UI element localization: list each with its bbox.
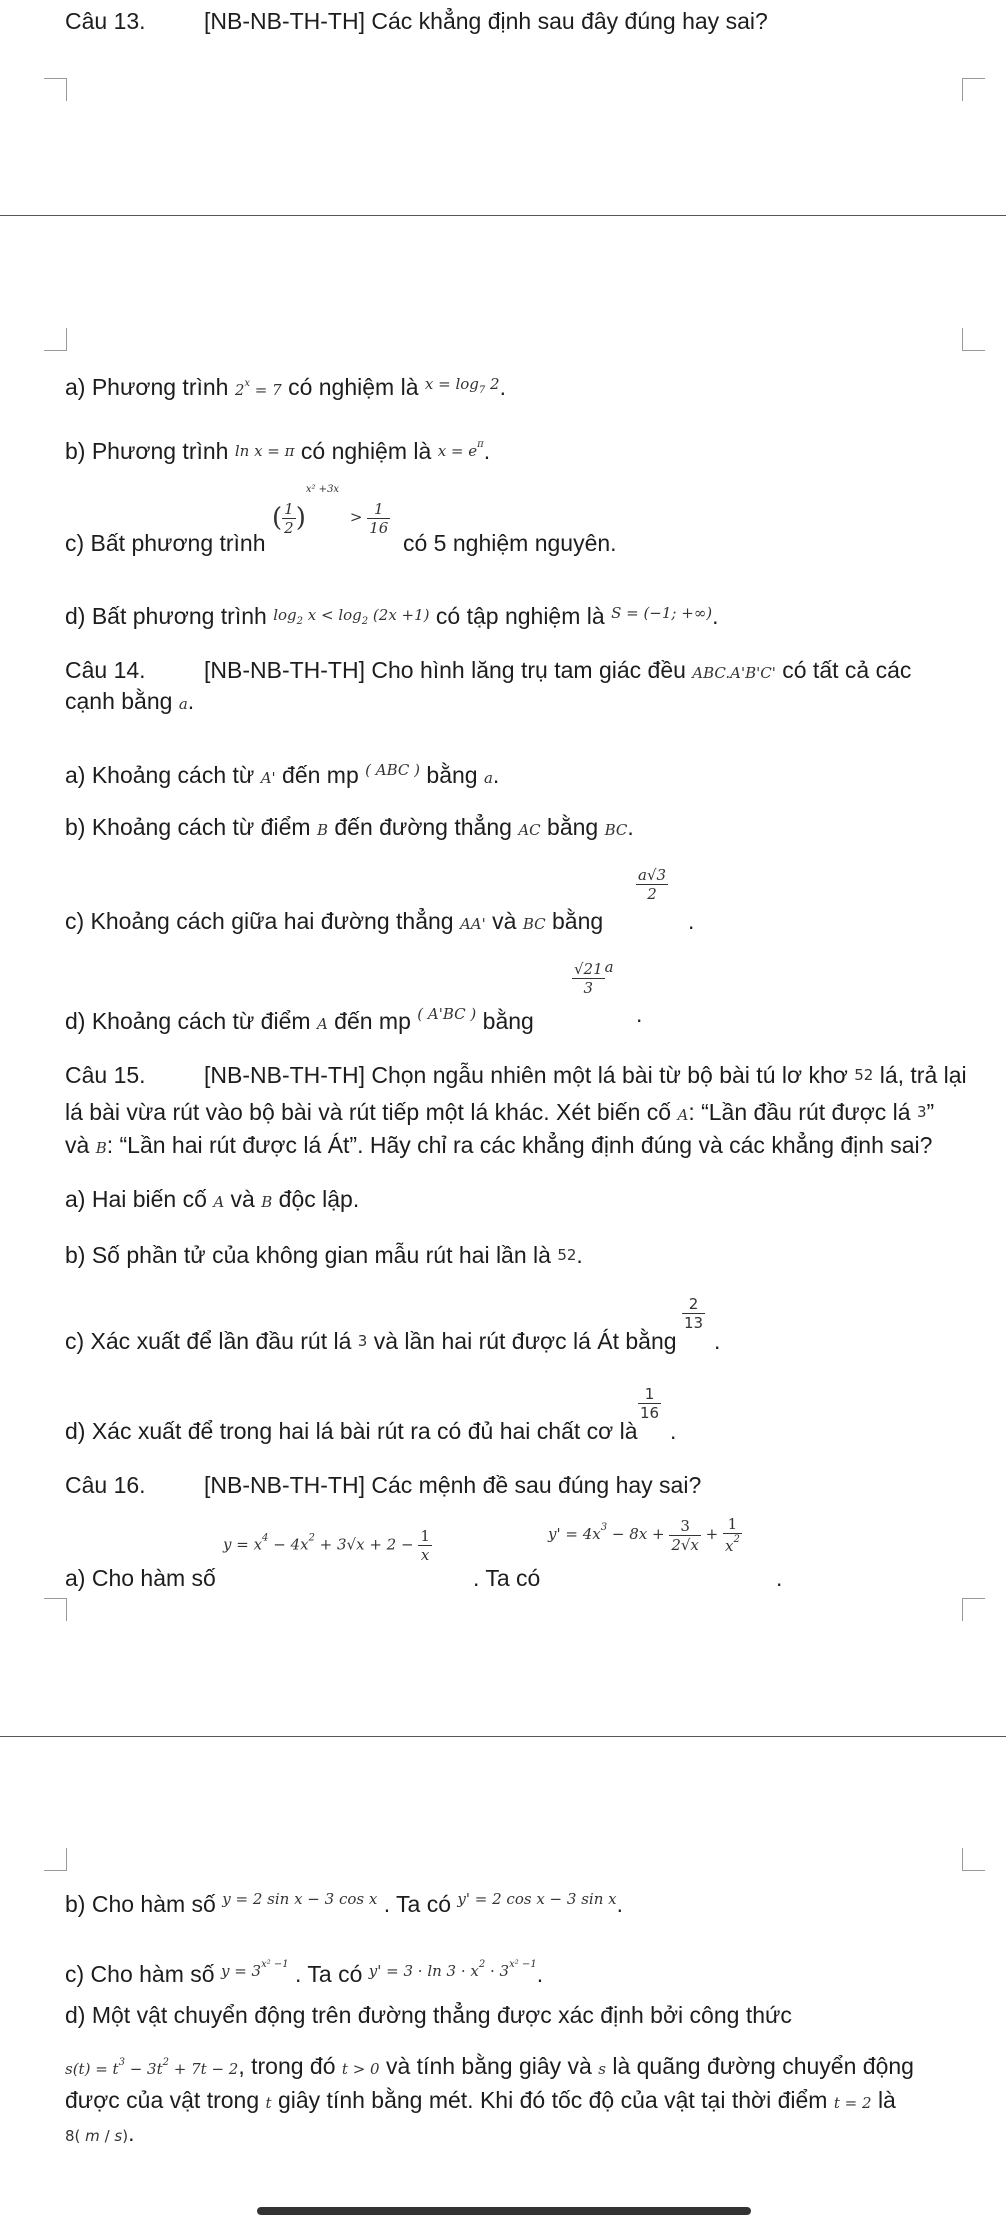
q16-label: Câu 16.: [65, 1472, 146, 1498]
home-indicator[interactable]: [257, 2207, 751, 2215]
q15-prompt-line: [204, 1060, 967, 1090]
q16-a-mid: . Ta có: [473, 1565, 541, 1591]
math-expression: BC: [604, 821, 628, 839]
q15-a-end: độc lập.: [278, 1186, 360, 1212]
q15-a-text: a) Hai biến cố: [65, 1186, 207, 1212]
punct: .: [483, 438, 491, 464]
q15-label: Câu 15.: [65, 1062, 146, 1088]
math-expression: y' = 2 cos x − 3 sin x: [457, 1890, 617, 1908]
q15-prompt: [NB-NB-TH-TH] Chọn ngẫu nhiên một lá bài từ bộ bài tú lơ khơ: [204, 1062, 848, 1088]
q16-b-mid: . Ta có: [383, 1891, 452, 1917]
q15-line3: [65, 1130, 932, 1163]
q16-item-d-line2: [65, 2048, 914, 2084]
punct: .: [688, 908, 695, 934]
frac-num: 1: [638, 1385, 661, 1404]
math-expression: 8( m / s): [65, 2127, 129, 2145]
page-corner-mark: [44, 328, 67, 351]
punct: .: [776, 1565, 783, 1591]
q15-line2: lá bài vừa rút vào bộ bài và rút tiếp một lá khác. Xét biến cố A: “Lần đầu rút được lá 3”: [65, 1099, 935, 1125]
q14-prompt-line: [204, 655, 911, 688]
frac-num: 1: [367, 500, 390, 519]
math-expression: A: [316, 1015, 328, 1033]
math-expression: [638, 1385, 661, 1422]
math-expression: AA': [459, 915, 486, 933]
q16-prompt: [NB-NB-TH-TH] Các mệnh đề sau đúng hay sai?: [204, 1472, 702, 1498]
math-expression: A: [213, 1193, 225, 1211]
math-expression: A': [260, 769, 276, 787]
q16-d-line2c: là quãng đường chuyển động: [612, 2053, 914, 2079]
math-expression: a: [178, 695, 188, 713]
q16-d-line3b: giây tính bằng mét. Khi đó tốc độ của vật tại thời điểm: [277, 2087, 828, 2113]
q15-prompt-end: lá, trả lại: [879, 1062, 967, 1088]
q16-item-a: [65, 1563, 216, 1593]
q13-prompt: [NB-NB-TH-TH] Các khẳng định sau đây đúng hay sai?: [204, 8, 768, 34]
q14-d-end: bằng: [482, 1008, 534, 1034]
math-expression: $x = e^\pi$: [437, 439, 484, 460]
q16-d-line1: d) Một vật chuyển động trên đường thẳng được xác định bởi công thức: [65, 2002, 792, 2028]
q16-item-d-line3: [65, 2085, 896, 2118]
q14-a-mid: đến mp: [282, 762, 359, 788]
math-expression: AC: [518, 821, 541, 839]
q14-c-text: c) Khoảng cách giữa hai đường thẳng: [65, 908, 454, 934]
frac-den: 16: [369, 518, 389, 537]
q16-item-c: c) Cho hàm số $^{y = 3^{x^2 -1}}$ . Ta có $^{y' = 3 \cdot ln 3 \cdot x^2 \cdot 3^{x^2 -1}}$.: [65, 1959, 544, 1987]
math-expression: ( A'BC ): [417, 1005, 477, 1023]
page-corner-mark: [44, 1598, 67, 1621]
math-number: 52: [557, 1246, 577, 1264]
q13-item-b: [65, 430, 490, 466]
q13-a-mid: có nghiệm là: [288, 374, 419, 400]
q16-d-answer: 8( m / s).: [65, 2120, 135, 2146]
math-expression: A: [677, 1106, 689, 1124]
q14-item-b: b) Khoảng cách từ điểm B đến đường thẳng AC bằng BC.: [65, 814, 634, 840]
math-expression: a: [483, 769, 493, 787]
page-break-line: [0, 1736, 1006, 1737]
q15-line3b: : “Lần hai rút được lá Át”. Hãy chỉ ra các khẳng định đúng và các khẳng định sai?: [106, 1132, 933, 1158]
q16-c-mid: . Ta có: [295, 1961, 363, 1987]
q15-item-c: [65, 1326, 677, 1356]
q13-d-mid: có tập nghiệm là: [435, 603, 605, 629]
q14-prompt-end: có tất cả các: [782, 657, 912, 683]
math-expression: $y' = 4x^3 - 8x$ + $\frac{3}{2√x}$ + $\frac{1}{x^2}$: [548, 1515, 740, 1555]
math-expression: S = (−1; +∞): [611, 604, 713, 622]
math-expression: [682, 1295, 705, 1332]
q15-line2b: : “Lần đầu rút được lá: [688, 1099, 911, 1125]
punct: .: [499, 374, 506, 400]
q14-line2-text: cạnh bằng: [65, 688, 173, 714]
q16-d-line2a: , trong đó: [238, 2053, 336, 2079]
math-number: 3: [916, 1103, 927, 1121]
q13-label: Câu 13.: [65, 8, 146, 34]
frac-den: 16: [640, 1404, 660, 1422]
math-expression: y = 3x² −1: [220, 1959, 289, 1980]
q16-d-line3c: là: [877, 2087, 896, 2113]
q14-item-c: [65, 906, 603, 939]
q13-b-mid: có nghiệm là: [300, 438, 432, 464]
q14-a-text: a) Khoảng cách từ: [65, 762, 255, 788]
math-expression: BC: [522, 915, 546, 933]
q16-b-text: b) Cho hàm số: [65, 1891, 216, 1917]
q14-label: Câu 14.: [65, 657, 146, 683]
frac-den: 3: [583, 978, 594, 997]
math-expression: $s(t) = t^3 - 3t^2 + 7t - 2$: [65, 2057, 239, 2078]
q16-c-text: c) Cho hàm số: [65, 1961, 215, 1987]
q13-b-text: b) Phương trình: [65, 438, 229, 464]
math-expression: $\frac{a√3}{2}$: [638, 866, 667, 903]
q14-c-mid: và: [492, 908, 517, 934]
math-expression: B: [261, 1193, 273, 1211]
q15-b-text: b) Số phần tử của không gian mẫu rút hai lần là: [65, 1242, 551, 1268]
math-expression: $\log_2 x < \log_2 (2x +1)$: [273, 606, 430, 627]
punct: .: [714, 1328, 721, 1354]
q13-a-text: a) Phương trình: [65, 374, 229, 400]
math-expression: ln x = π: [234, 442, 295, 460]
q13-d-text: d) Bất phương trình: [65, 603, 267, 629]
math-expression: ABC.A'B'C': [692, 664, 776, 682]
punct: .: [670, 1418, 677, 1444]
math-expression: t > 0: [341, 2060, 380, 2078]
frac-den: 2: [284, 518, 294, 537]
q14-line2: cạnh bằng a.: [65, 688, 195, 714]
punct: .: [712, 603, 719, 629]
page-corner-mark: [962, 328, 985, 351]
math-expression: B: [316, 821, 328, 839]
math-expression: ( ABC ): [365, 761, 421, 779]
q15-item-a: [65, 1184, 359, 1217]
q14-item-d: [65, 999, 534, 1039]
q16-d-line3a: được của vật trong: [65, 2087, 260, 2113]
math-number: 3: [357, 1332, 368, 1350]
page-corner-mark: [44, 1848, 67, 1871]
q14-a-end: bằng: [426, 762, 478, 788]
q15-c-text: c) Xác xuất để lần đầu rút lá: [65, 1328, 352, 1354]
punct: .: [636, 1001, 643, 1027]
q14-b-mid: đến đường thẳng: [334, 814, 512, 840]
frac-den: 13: [684, 1314, 704, 1332]
page-corner-mark: [44, 78, 67, 101]
math-number: 52: [854, 1066, 874, 1084]
math-expression: t = 2: [833, 2094, 872, 2112]
q16-d-line2b: và tính bằng giây và: [385, 2053, 592, 2079]
q13-c-text: c) Bất phương trình: [65, 530, 266, 556]
math-expression: $\frac{√21}{3}$ a: [574, 958, 614, 997]
math-expression: ( $\frac{1}{2}$ )$^{x^2 +3x}$ > $\frac{1}{16}$: [272, 484, 389, 537]
q14-c-end: bằng: [552, 908, 604, 934]
q15-c-mid: và lần hai rút được lá Át bằng: [373, 1328, 677, 1354]
math-expression: B: [95, 1139, 107, 1157]
frac-num: 2: [682, 1295, 705, 1314]
q14-item-a: a) Khoảng cách từ A' đến mp $^{( ABC )}$ bằng a.: [65, 761, 500, 788]
page-corner-mark: [962, 78, 985, 101]
q16-a-text: a) Cho hàm số: [65, 1565, 216, 1591]
math-expression: $2^x = 7$: [234, 378, 282, 399]
q15-line3a: và: [65, 1132, 90, 1158]
page-break-line: [0, 215, 1006, 216]
q15-a-mid: và: [230, 1186, 255, 1212]
q13-item-c: [65, 528, 266, 558]
page-corner-mark: [962, 1848, 985, 1871]
q14-b-text: b) Khoảng cách từ điểm: [65, 814, 311, 840]
q15-item-b: b) Số phần tử của không gian mẫu rút hai lần là 52.: [65, 1242, 583, 1268]
q14-b-end: bằng: [547, 814, 599, 840]
q15-d-text: d) Xác xuất để trong hai lá bài rút ra có đủ hai chất cơ là: [65, 1418, 638, 1444]
frac-den: 2: [647, 885, 657, 903]
math-expression: y = 2 sin x − 3 cos x: [222, 1890, 378, 1908]
q13-c-end: có 5 nghiệm nguyên.: [403, 530, 617, 556]
math-expression: $y = x^4 - 4x^2 + 3√x + 2$ − $\frac{1}{x}$: [223, 1527, 430, 1564]
q13-item-d: [65, 598, 719, 637]
q14-d-mid: đến mp: [334, 1008, 411, 1034]
math-expression: y' = 3 · ln 3 · x2 · 3x² −1: [368, 1959, 537, 1980]
math-expression: x = log7 2: [424, 375, 500, 396]
q14-d-text: d) Khoảng cách từ điểm: [65, 1008, 311, 1034]
math-expression: s: [598, 2060, 606, 2078]
frac-num: 1: [284, 499, 294, 518]
q15-line2a: lá bài vừa rút vào bộ bài và rút tiếp một lá khác. Xét biến cố: [65, 1099, 672, 1125]
q15-item-d: [65, 1416, 638, 1446]
q14-prompt: [NB-NB-TH-TH] Cho hình lăng trụ tam giác đều: [204, 657, 686, 683]
page-corner-mark: [962, 1598, 985, 1621]
q16-item-b: b) Cho hàm số $^{y = 2 sin x - 3 cos x}$ . Ta có $^{y' = 2 cos x - 3 sin x}$.: [65, 1890, 623, 1917]
q13-item-a: [65, 369, 506, 406]
math-expression: t: [265, 2094, 272, 2112]
